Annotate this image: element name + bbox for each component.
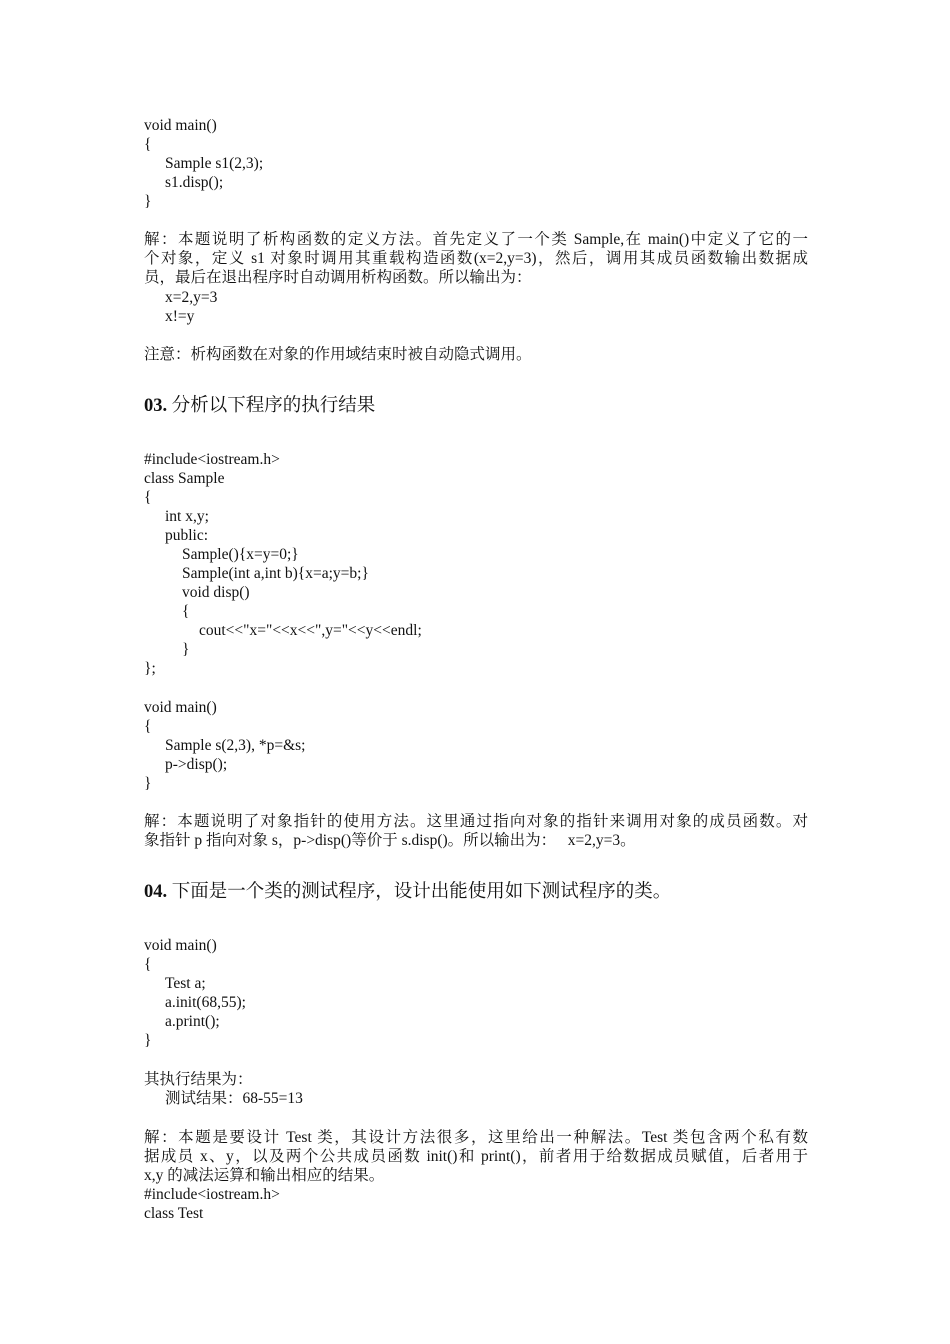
explanation-line: 解：本题说明了析构函数的定义方法。首先定义了一个类 Sample,在 main()中定义了它的一: [144, 231, 808, 248]
result-value: 测试结果：68-55=13: [165, 1090, 303, 1107]
code-line: };: [144, 660, 156, 677]
explanation-line: 员，最后在退出程序时自动调用析构函数。所以输出为：: [144, 269, 532, 286]
code-line: int x,y;: [165, 508, 209, 525]
question-text: 分析以下程序的执行结果: [171, 396, 376, 416]
output-line: x!=y: [165, 308, 195, 325]
code-line: {: [144, 136, 152, 153]
code-line: }: [144, 1032, 152, 1049]
question-heading-04: [144, 880, 671, 904]
code-line: {: [182, 603, 190, 620]
code-line: void main(): [144, 117, 217, 134]
question-number: 03.: [144, 396, 168, 416]
question-number: 04.: [144, 882, 168, 902]
code-line: {: [144, 956, 152, 973]
code-line: Sample(int a,int b){x=a;y=b;}: [182, 565, 369, 582]
code-line: #include<iostream.h>: [144, 451, 280, 468]
code-line: Sample s(2,3), *p=&s;: [165, 737, 306, 754]
code-line: }: [144, 775, 152, 792]
code-line: void disp(): [182, 584, 250, 601]
code-line: s1.disp();: [165, 174, 224, 191]
code-line: a.print();: [165, 1013, 220, 1030]
explanation-line: 据成员 x、y，以及两个公共成员函数 init()和 print()，前者用于给数据成员赋值，后者用于: [144, 1148, 808, 1165]
code-line: void main(): [144, 699, 217, 716]
code-line: public:: [165, 527, 209, 544]
code-line: class Test: [144, 1205, 204, 1222]
question-text: 下面是一个类的测试程序，设计出能使用如下测试程序的类。: [171, 882, 672, 902]
code-line: cout<<"x="<<x<<",y="<<y<<endl;: [199, 622, 422, 639]
code-line: a.init(68,55);: [165, 994, 246, 1011]
code-line: }: [182, 641, 190, 658]
output-line: x=2,y=3: [165, 289, 218, 306]
code-line: p->disp();: [165, 756, 228, 773]
explanation-line: 象指针 p 指向对象 s，p->disp()等价于 s.disp()。所以输出为： x=2,y=3。: [144, 832, 636, 849]
explanation-line: 解：本题说明了对象指针的使用方法。这里通过指向对象的指针来调用对象的成员函数。对: [144, 813, 808, 830]
explanation-line: 解：本题是要设计 Test 类，其设计方法很多，这里给出一种解法。Test 类包含两个私有数: [144, 1129, 808, 1146]
code-line: {: [144, 718, 152, 735]
code-line: void main(): [144, 937, 217, 954]
explanation-line: 个对象，定义 s1 对象时调用其重载构造函数(x=2,y=3)，然后，调用其成员函数输出数据成: [144, 250, 808, 267]
code-line: }: [144, 193, 152, 210]
code-line: Sample s1(2,3);: [165, 155, 264, 172]
note-text: 注意：析构函数在对象的作用域结束时被自动隐式调用。: [144, 346, 532, 363]
code-line: {: [144, 489, 152, 506]
code-line: #include<iostream.h>: [144, 1186, 280, 1203]
explanation-line: x,y 的减法运算和输出相应的结果。: [144, 1167, 385, 1184]
code-line: Sample(){x=y=0;}: [182, 546, 299, 563]
code-line: class Sample: [144, 470, 225, 487]
question-heading-03: [144, 394, 375, 418]
code-line: Test a;: [165, 975, 206, 992]
result-label: 其执行结果为：: [144, 1071, 253, 1088]
